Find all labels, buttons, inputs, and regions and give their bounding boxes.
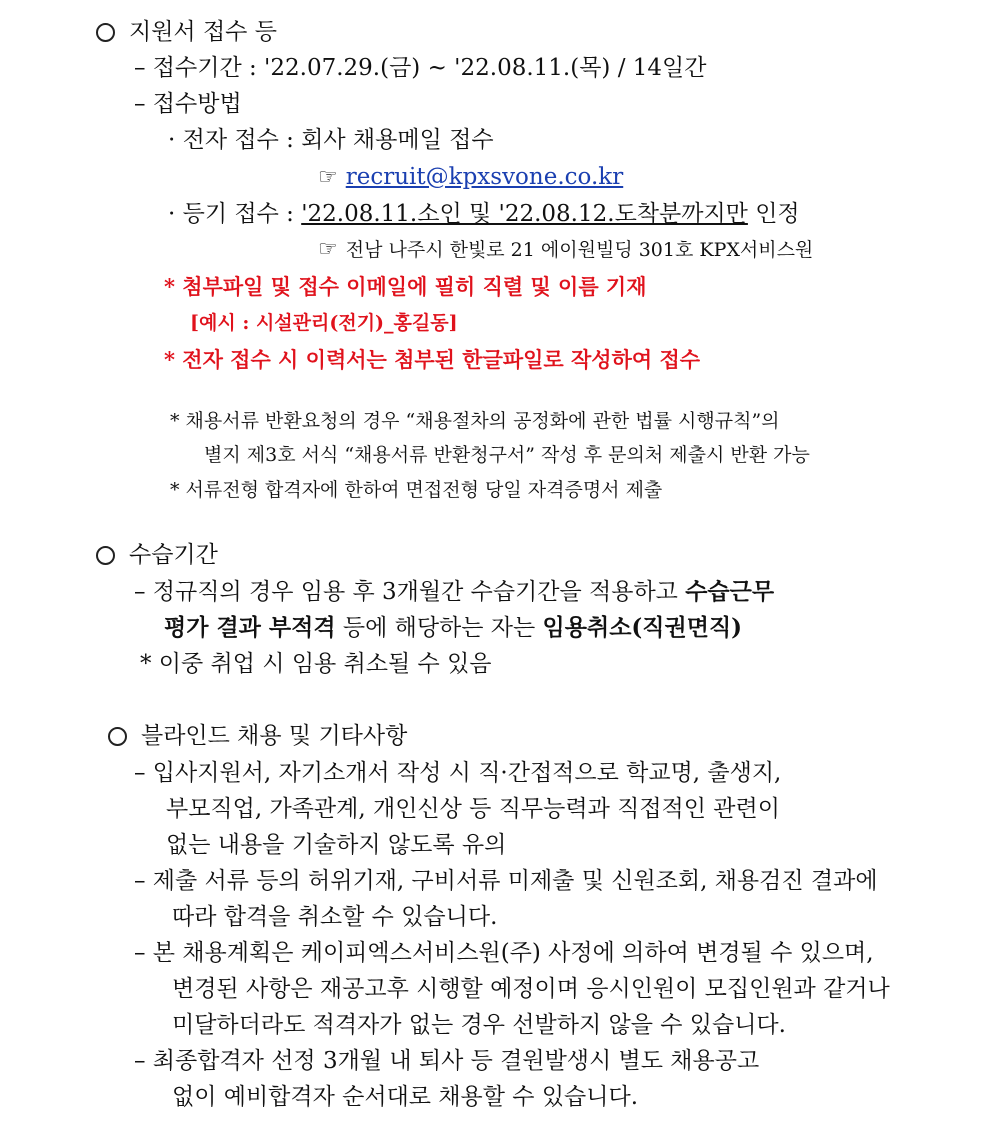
reserve-line-2: 없이 예비합격자 순서대로 채용할 수 있습니다. <box>172 1084 639 1110</box>
application-period: – 접수기간 : '22.07.29.(금) ~ '22.08.11.(목) / 14일간 <box>134 55 707 81</box>
postal-deadline: '22.08.11.소인 및 '22.08.12.도착분까지만 <box>301 201 748 227</box>
circle-bullet-icon <box>108 727 127 746</box>
electronic-submission: · 전자 접수 : 회사 채용메일 접수 <box>168 127 494 153</box>
probation-line-2: 평가 결과 부적격 등에 해당하는 자는 임용취소(직권면직) <box>164 614 743 641</box>
document-return-note-cont: 별지 제3호 서식 “채용서류 반환청구서” 작성 후 문의처 제출시 반환 가능 <box>204 444 810 466</box>
section-3-heading: 블라인드 채용 및 기타사항 <box>108 721 407 751</box>
pointing-hand-icon: ☞ <box>318 165 338 190</box>
resume-format-notice: * 전자 접수 시 이력서는 첨부된 한글파일로 작성하여 접수 <box>164 347 701 372</box>
circle-bullet-icon <box>96 23 115 42</box>
recruit-email-link[interactable]: recruit@kpxsvone.co.kr <box>345 164 624 190</box>
address-line: ☞ 전남 나주시 한빛로 21 에이원빌딩 301호 KPX서비스원 <box>318 237 814 262</box>
naming-example: [예시 : 시설관리(전기)_홍길동] <box>190 312 458 334</box>
document-return-note: * 채용서류 반환요청의 경우 “채용절차의 공정화에 관한 법률 시행규칙”의 <box>170 410 780 432</box>
probation-line-1: – 정규직의 경우 임용 후 3개월간 수습기간을 적용하고 수습근무 <box>134 578 775 605</box>
plan-change-line-2: 변경된 사항은 재공고후 시행할 예정이며 응시인원이 모집인원과 같거나 <box>172 976 890 1002</box>
postal-submission: · 등기 접수 : '22.08.11.소인 및 '22.08.12.도착분까지만 인정 <box>168 201 800 227</box>
circle-bullet-icon <box>96 546 115 565</box>
pointing-hand-icon: ☞ <box>318 237 338 262</box>
section-2-heading: 수습기간 <box>96 540 218 570</box>
plan-change-line-3: 미달하더라도 적격자가 없는 경우 선발하지 않을 수 있습니다. <box>172 1012 786 1038</box>
blind-line-3: 없는 내용을 기술하지 않도록 유의 <box>166 832 507 858</box>
application-method-heading: – 접수방법 <box>134 91 242 117</box>
certificate-note: * 서류전형 합격자에 한하여 면접전형 당일 자격증명서 제출 <box>170 479 663 501</box>
false-statement-line-1: – 제출 서류 등의 허위기재, 구비서류 미제출 및 신원조회, 채용검진 결과에 <box>134 868 878 894</box>
blind-line-1: – 입사지원서, 자기소개서 작성 시 직·간접적으로 학교명, 출생지, <box>134 760 782 786</box>
section-1-heading: 지원서 접수 등 <box>96 17 277 47</box>
false-statement-line-2: 따라 합격을 취소할 수 있습니다. <box>172 904 498 930</box>
email-line <box>318 162 623 193</box>
double-employment-note: * 이중 취업 시 임용 취소될 수 있음 <box>140 651 492 677</box>
reserve-line-1: – 최종합격자 선정 3개월 내 퇴사 등 결원발생시 별도 채용공고 <box>134 1048 760 1074</box>
attachment-notice: * 첨부파일 및 접수 이메일에 필히 직렬 및 이름 기재 <box>164 274 647 299</box>
plan-change-line-1: – 본 채용계획은 케이피엑스서비스원(주) 사정에 의하여 변경될 수 있으며, <box>134 940 874 966</box>
blind-line-2: 부모직업, 가족관계, 개인신상 등 직무능력과 직접적인 관련이 <box>166 796 780 822</box>
